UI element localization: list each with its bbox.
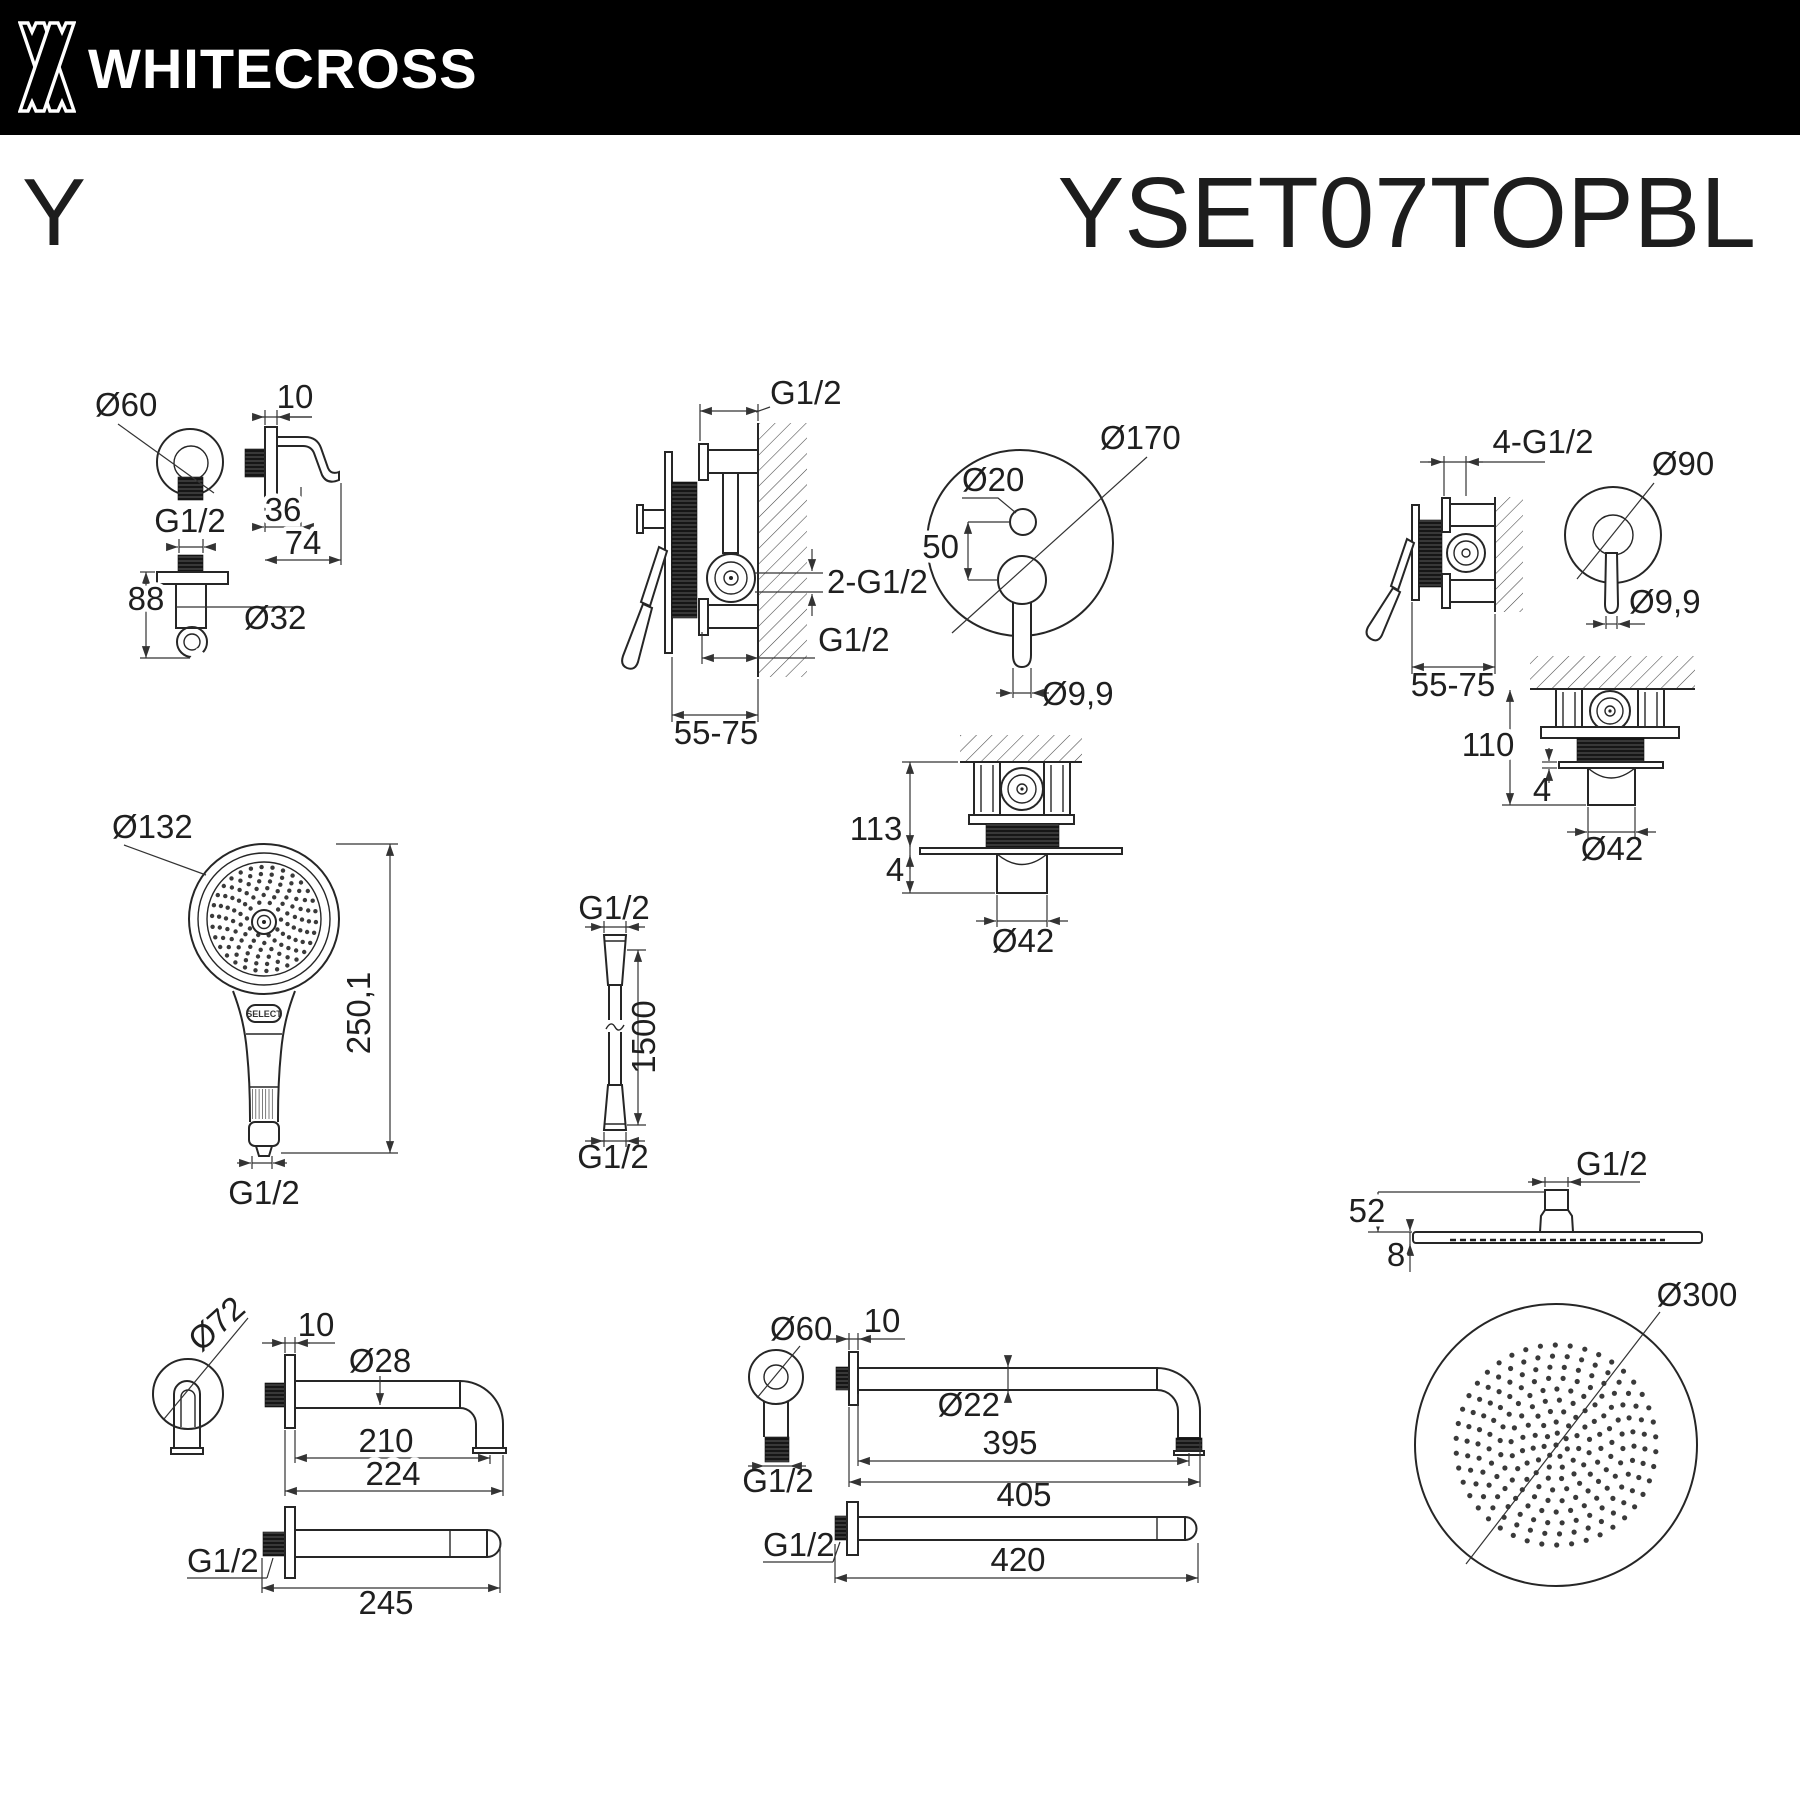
dim-label: 88 bbox=[127, 580, 165, 617]
dim-label: 4-G1/2 bbox=[1492, 423, 1594, 460]
dim-label: 55-75 bbox=[673, 714, 759, 751]
drawing-rainhead-front bbox=[1415, 1276, 1737, 1586]
dim-label: 245 bbox=[358, 1584, 414, 1621]
mixer-lever bbox=[641, 547, 667, 606]
dim-label: 395 bbox=[982, 1424, 1038, 1461]
dim-label: Ø132 bbox=[112, 808, 193, 845]
dim-label: 4 bbox=[1532, 771, 1552, 808]
drawing-handshower bbox=[112, 808, 398, 1211]
dim-label: Ø42 bbox=[991, 922, 1055, 959]
drawing-mixer-side bbox=[622, 374, 928, 751]
dim-label: Ø32 bbox=[244, 599, 307, 636]
dim-label: G1/2 bbox=[578, 889, 650, 926]
dim-label: 250,1 bbox=[340, 971, 377, 1055]
dim-label: 10 bbox=[863, 1302, 901, 1339]
dim-label: 110 bbox=[1461, 726, 1515, 763]
dim-label: G1/2 bbox=[577, 1138, 649, 1175]
dim-label: Ø72 bbox=[180, 1288, 252, 1359]
dim-label: 2-G1/2 bbox=[827, 563, 928, 600]
dim-label: 210 bbox=[358, 1422, 414, 1459]
drawing-hose bbox=[577, 889, 662, 1175]
dim-label: 113 bbox=[849, 810, 903, 847]
dim-label: Ø300 bbox=[1656, 1276, 1738, 1313]
arm-short-top-view bbox=[263, 1507, 501, 1578]
dim-label: 36 bbox=[264, 491, 302, 528]
dim-label: 10 bbox=[276, 378, 314, 415]
brand-name: WHITECROSS bbox=[88, 37, 478, 100]
dim-label: 55-75 bbox=[1410, 666, 1496, 703]
drawing-arm-long bbox=[742, 1302, 1204, 1583]
dim-label: G1/2 bbox=[228, 1174, 300, 1211]
dim-label: Ø9,9 bbox=[1042, 675, 1114, 712]
dim-label: Ø28 bbox=[348, 1342, 412, 1379]
arm-long-end-view bbox=[749, 1346, 803, 1462]
drawing-mixer-top bbox=[850, 735, 1122, 959]
dim-label: 405 bbox=[996, 1476, 1052, 1513]
dim-label: Ø9,9 bbox=[1629, 583, 1701, 620]
handle-knurling bbox=[253, 1089, 273, 1119]
dim-label: Ø60 bbox=[95, 386, 158, 423]
dim-label: 10 bbox=[297, 1306, 335, 1343]
mixer2-lever bbox=[1391, 539, 1414, 590]
dim-label: G1/2 bbox=[742, 1462, 814, 1499]
drawing-arm-short bbox=[153, 1289, 506, 1621]
dim-label: Ø20 bbox=[962, 461, 1025, 498]
drawing-wall-outlet bbox=[95, 378, 341, 673]
dim-label: 8 bbox=[1386, 1236, 1406, 1273]
dim-label: Ø170 bbox=[1100, 419, 1181, 456]
dim-label: 52 bbox=[1348, 1192, 1386, 1229]
model-code: YSET07TOPBL bbox=[1057, 157, 1756, 269]
dim-label: 74 bbox=[284, 524, 322, 561]
dim-label: 4 bbox=[885, 851, 905, 888]
drawing-rainhead-side bbox=[1349, 1145, 1702, 1273]
dim-label: G1/2 bbox=[187, 1542, 259, 1579]
dim-label: Ø22 bbox=[937, 1386, 1000, 1423]
drawing-mixer2-top bbox=[1462, 656, 1695, 867]
dim-label: 1500 bbox=[625, 1000, 662, 1074]
dim-label: G1/2 bbox=[770, 374, 842, 411]
dim-label: Ø42 bbox=[1580, 830, 1644, 867]
dim-label: 50 bbox=[922, 528, 959, 565]
series-label: Y bbox=[22, 159, 87, 266]
select-button-label: SELECT bbox=[246, 1009, 282, 1019]
dim-label: G1/2 bbox=[1576, 1145, 1648, 1182]
dim-label: G1/2 bbox=[154, 502, 226, 539]
dim-label: Ø60 bbox=[770, 1310, 833, 1347]
dim-label: 420 bbox=[990, 1541, 1046, 1578]
dim-label: 224 bbox=[365, 1455, 421, 1492]
dim-label: Ø90 bbox=[1651, 445, 1715, 482]
dim-label: G1/2 bbox=[763, 1526, 835, 1563]
dim-label: G1/2 bbox=[818, 621, 890, 658]
drawing-mixer-front bbox=[922, 419, 1180, 712]
